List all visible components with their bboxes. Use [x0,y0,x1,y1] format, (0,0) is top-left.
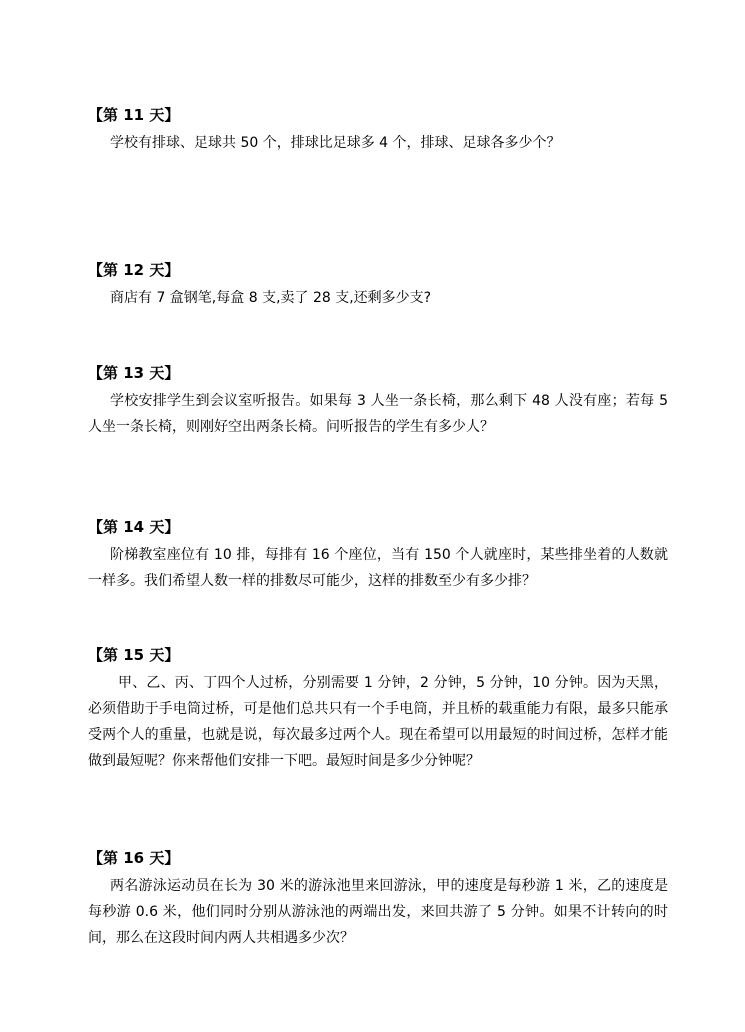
problem-day-11 [88,105,668,156]
problem-heading: 【第 13 天】 [88,364,180,382]
problem-text: 甲、乙、丙、丁四个人过桥，分别需要 1 分钟，2 分钟，5 分钟，10 分钟。因为天黑，必须借助于手电筒过桥，可是他们总共只有一个手电筒，并且桥的载重能力有限，最多只能承受两个人的重量，也就是说，每次最多过两个人。现在希望可以用最短的时间过桥，怎样才能做到最短呢？你来帮他们安排一下吧。最短时间是多少分钟呢？ [88,675,668,769]
problem-day-12 [88,260,668,311]
problem-text: 学校有排球、足球共 50 个，排球比足球多 4 个，排球、足球各多少个？ [110,135,561,151]
problem-text: 阶梯教室座位有 10 排，每排有 16 个座位，当有 150 个人就座时，某些排坐着的人数就一样多。我们希望人数一样的排数尽可能少，这样的排数至少有多少排？ [88,547,668,589]
problem-text: 两名游泳运动员在长为 30 米的游泳池里来回游泳，甲的速度是每秒游 1 米，乙的速度是每秒游 0.6 米，他们同时分别从游泳池的两端出发，来回共游了 5 分钟。如果不计转向的时间，那么在这段时间内两人共相遇多少次？ [88,878,668,946]
problem-heading: 【第 15 天】 [88,646,180,664]
problem-heading: 【第 14 天】 [88,518,180,536]
problem-heading: 【第 11 天】 [88,106,180,124]
problem-heading: 【第 12 天】 [88,261,180,279]
problem-day-13 [88,363,668,440]
problem-day-15 [88,645,668,774]
problem-text: 商店有 7 盒钢笔,每盒 8 支,卖了 28 支,还剩多少支? [110,290,432,306]
problem-day-16 [88,848,668,951]
problem-text: 学校安排学生到会议室听报告。如果每 3 人坐一条长椅，那么剩下 48 人没有座；若每 5 人坐一条长椅，则刚好空出两条长椅。问听报告的学生有多少人？ [88,393,668,435]
problem-heading: 【第 16 天】 [88,849,180,867]
problem-day-14 [88,517,668,594]
